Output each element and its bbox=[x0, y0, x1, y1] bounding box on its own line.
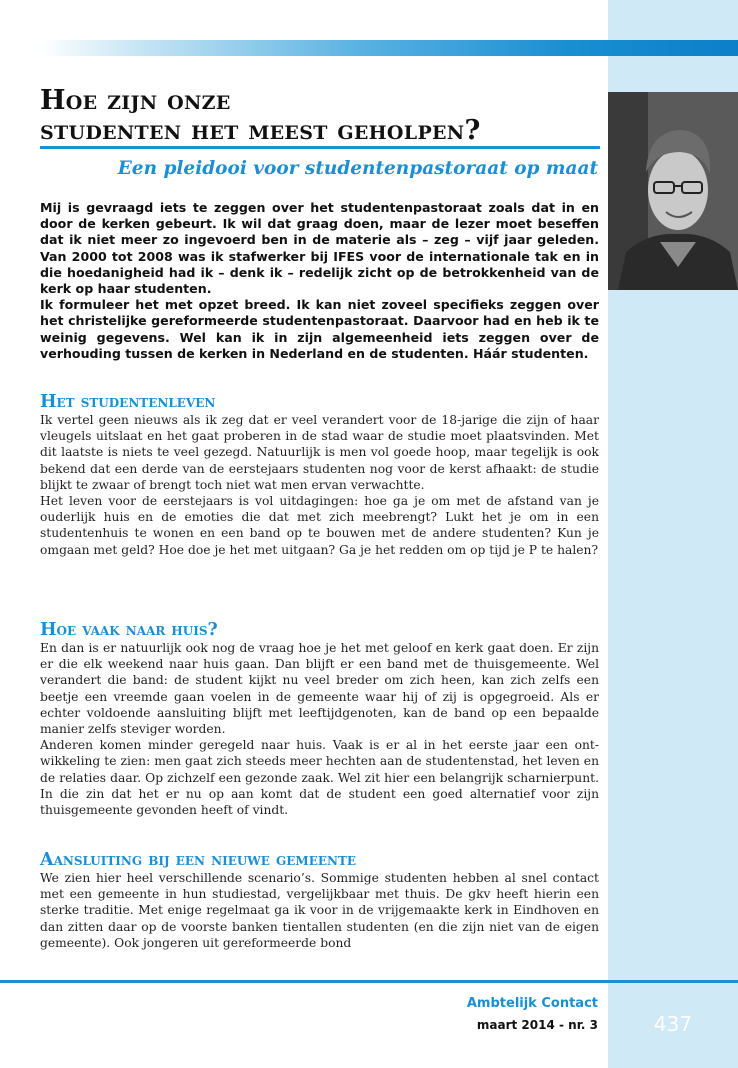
page-number: 437 bbox=[653, 1012, 693, 1036]
body-paragraph: Het leven voor de eerstejaars is vol uitdagingen: hoe ga je om met de afstand van je ouderlijk huis en de emoties die dat met zich meebrengt? Lukt het je om in een studentenhuis te wonen en een band op te bouwen met de andere studenten? Kun je omgaan met geld? Hoe doe je het met uitgaan? Ga je het redden om op tijd je P te halen? bbox=[40, 494, 599, 557]
body-paragraph: Ik vertel geen nieuws als ik zeg dat er veel verandert voor de 18-jarige die zijn of haar vleugels uitslaat en het gaat proberen in de stad waar de studie moet plaatsvinden. Met dit laatste is niets te veel gezegd. Natuurlijk is men vol goede hoop, maar tegelijk is ook bekend dat een derde van de eerstejaars studenten nog voor de kerst afhaakt: de studie blijkt te zwaar of brengt toch niet wat men ervan verwachtte. bbox=[40, 413, 599, 492]
intro-paragraph: Mij is gevraagd iets te zeggen over het studentenpastoraat zoals dat in en door de kerken gebeurt. Ik wil dat graag doen, maar de lezer moet beseffen dat ik niet meer zo ingevoerd ben in de materie als – zeg – vijf jaar geleden. Van 2000 tot 2008 was ik stafwerker bij IFES voor de internationale tak en in die hoedanigheid had ik – denk ik – redelijk zicht op de betrokkenheid van de kerk op haar studenten. bbox=[40, 200, 599, 297]
issue-info: maart 2014 - nr. 3 bbox=[476, 1018, 598, 1032]
intro-paragraph: Ik formuleer het met opzet breed. Ik kan niet zoveel specifieks zeggen over het christelijke gereformeerde studentenpastoraat. Daarvoor had en heb ik te weinig gegevens. Wel kan ik in zijn algemeenheid iets zeggen over de verhouding tussen de kerken in Nederland en de studenten. Háár studenten. bbox=[40, 297, 599, 361]
section-heading: Het studentenleven bbox=[40, 392, 216, 412]
article-title bbox=[40, 86, 600, 146]
footer-divider bbox=[0, 980, 738, 983]
body-paragraph: We zien hier heel verschillende scenario’s. Sommige studenten hebben al snel contact met een gemeente in hun studiestad, vergelijkbaar met thuis. De gkv heeft hierin een sterke traditie. Met enige regelmaat ga ik voor in de vrijgemaakte kerk in Eindhoven en dan zitten daar op de voorste banken tientallen studenten (en die zijn niet van de eigen gemeente). Ook jongeren uit gereformeerde bond bbox=[40, 871, 599, 950]
title-line-2: studenten het meest geholpen? bbox=[40, 115, 481, 146]
body-paragraph: Anderen komen minder geregeld naar huis. Vaak is er al in het eerste jaar een ontwikkeling te zien: men gaat zich steeds meer hechten aan de studentenstad, het leven en de relaties daar. Op zichzelf een gezonde zaak. Wel zit hier een belangrijk scharnierpunt. In die zin dat het er nu op aan komt dat de student een goed alternatief voor zijn thuisgemeente gevonden heeft of vindt. bbox=[40, 738, 599, 818]
section-heading: Hoe vaak naar huis? bbox=[40, 620, 218, 640]
body-paragraph: En dan is er natuurlijk ook nog de vraag hoe je het met geloof en kerk gaat doen. Er zijn er die elk weekend naar huis gaan. Dan blijft er een band met de thuisgemeente. Wel verandert die band: de student kijkt nu veel breder om zich heen, kan zich zelfs een beetje een vreemde gaan voelen in de gemeente waar hij of zij is opgegroeid. Als er echter voldoende aansluiting blijft met leeftijdgenoten, kan de band op een bepaalde manier zelfs steviger worden. bbox=[40, 641, 599, 737]
section-heading: Aansluiting bij een nieuwe gemeente bbox=[40, 850, 357, 870]
article-subtitle: Een pleidooi voor studentenpastoraat op maat bbox=[117, 158, 598, 179]
journal-name: Ambtelijk Contact bbox=[466, 996, 598, 1011]
section-studentenleven bbox=[40, 392, 599, 558]
title-divider bbox=[40, 146, 600, 149]
article-intro bbox=[40, 200, 599, 362]
title-line-1: Hoe zijn onze bbox=[40, 85, 231, 116]
section-hoe-vaak-naar-huis bbox=[40, 620, 599, 818]
author-photo bbox=[608, 92, 738, 290]
top-gradient-bar bbox=[40, 40, 738, 56]
section-aansluiting bbox=[40, 850, 599, 951]
